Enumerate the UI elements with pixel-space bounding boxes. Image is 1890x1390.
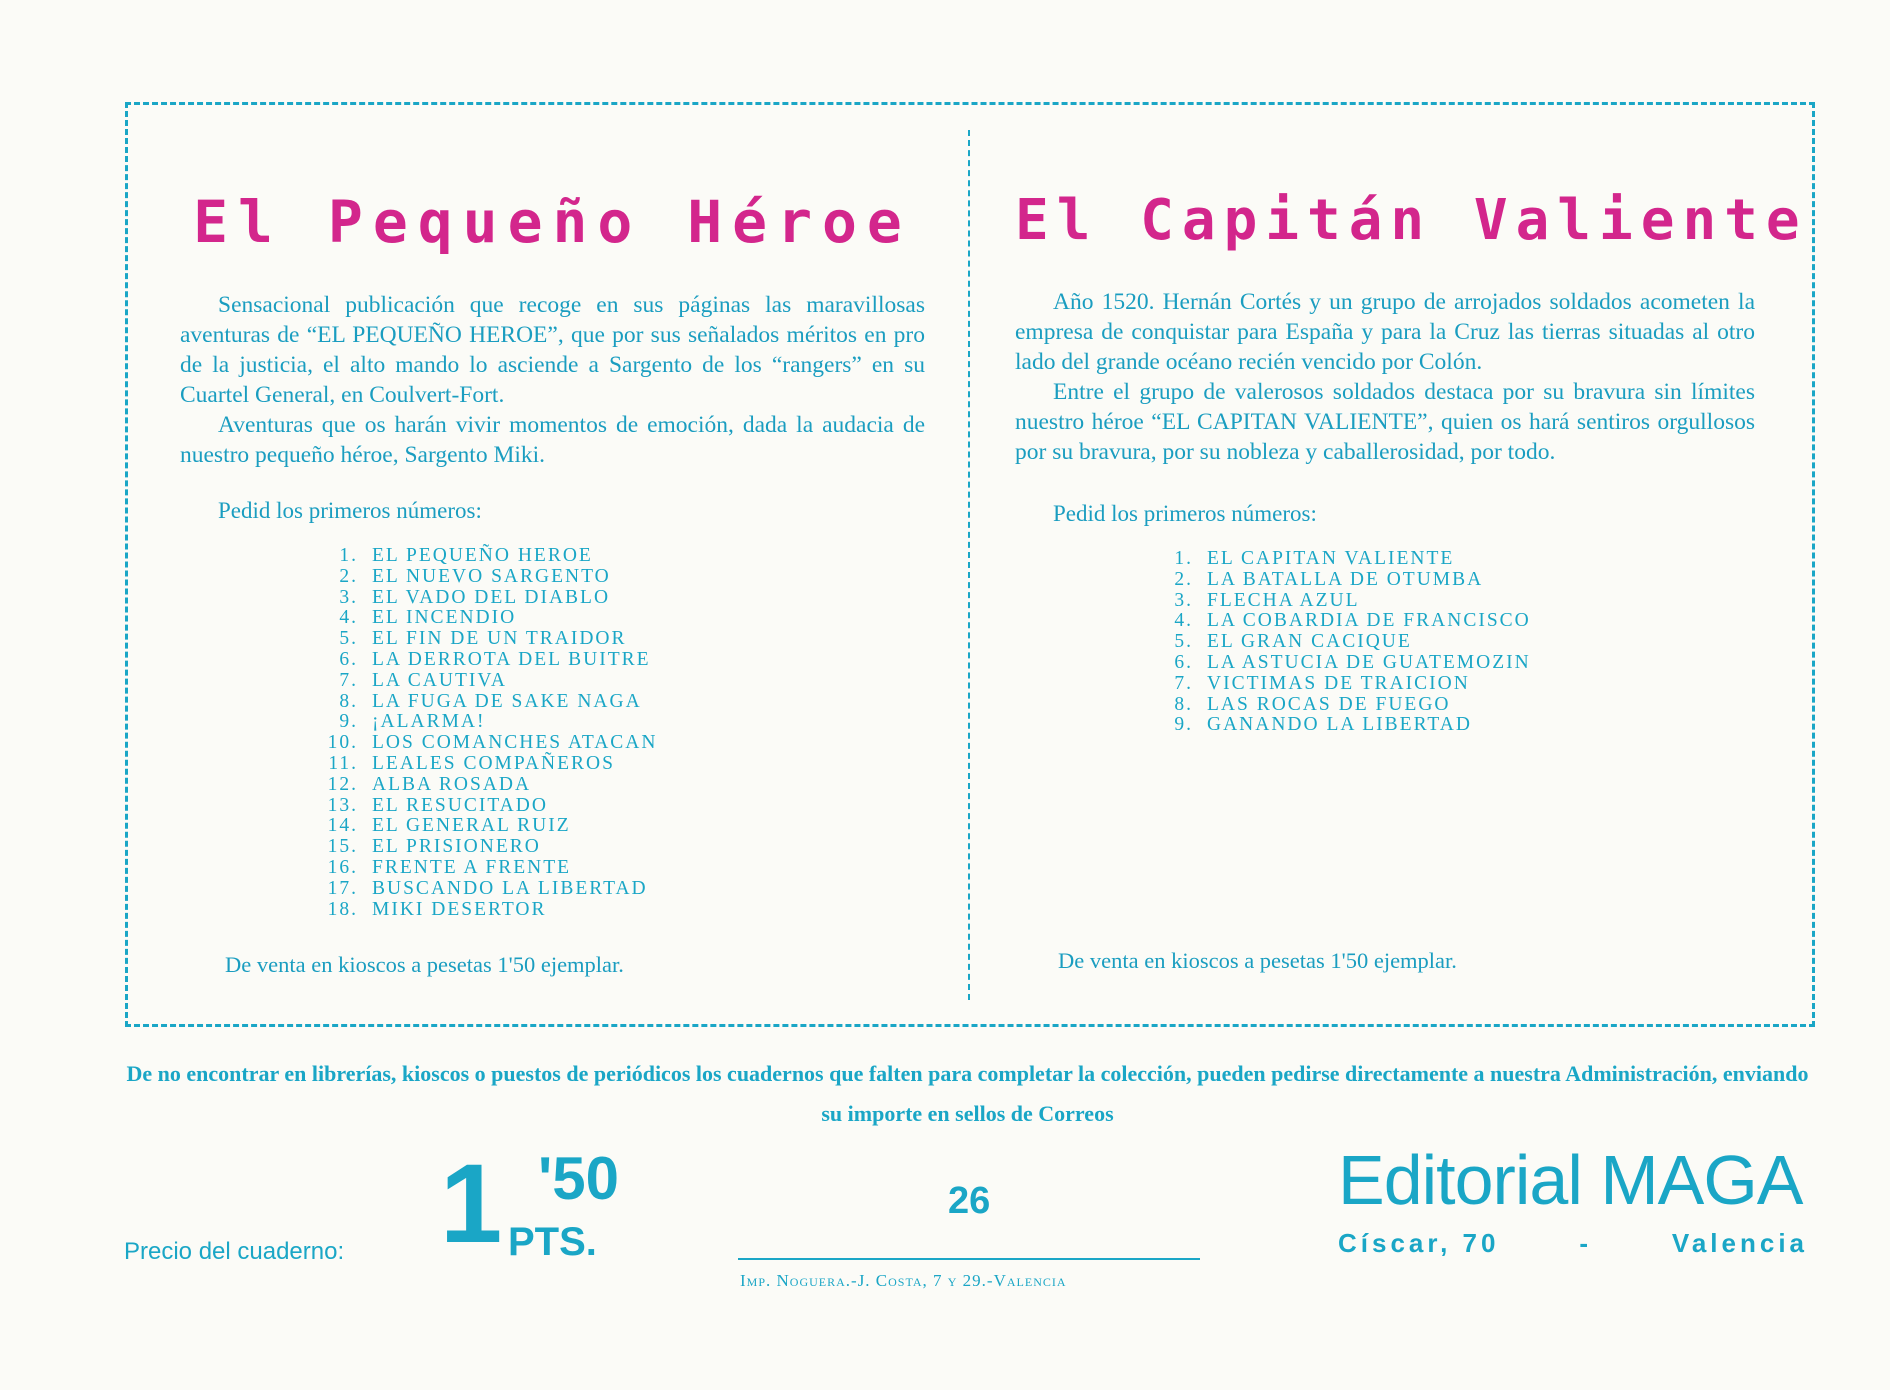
title-text: EL GRAN CACIQUE	[1207, 631, 1412, 653]
title-number: 7.	[1174, 672, 1193, 694]
left-description-1: Sensacional publicación que recoge en sus páginas las maravillosas aventuras de “EL PEQUEÑO HEROE”, que por sus señalados méritos en pro de la justicia, el alto mando lo asciende a Sargento de los “rangers” en su Cuartel General, en Coulvert-Fort.	[180, 292, 925, 408]
title-list-item	[310, 775, 925, 796]
title-list-item	[1145, 611, 1755, 632]
right-order-label: Pedid los primeros números:	[1053, 501, 1317, 526]
title-list-item	[310, 650, 925, 671]
title-text: LA COBARDIA DE FRANCISCO	[1207, 610, 1531, 632]
title-number: 12.	[327, 773, 358, 795]
title-list-item	[1145, 653, 1755, 674]
title-number: 10.	[327, 732, 358, 754]
title-text: EL RESUCITADO	[372, 794, 548, 816]
title-list-item	[310, 837, 925, 858]
title-number: 7.	[339, 669, 358, 691]
title-list-item	[310, 879, 925, 900]
title-text: LAS ROCAS DE FUEGO	[1207, 693, 1451, 715]
title-number: 11.	[328, 752, 358, 774]
title-text: EL FIN DE UN TRAIDOR	[372, 628, 627, 650]
title-text: LA DERROTA DEL BUITRE	[372, 648, 651, 670]
title-text: FLECHA AZUL	[1207, 589, 1360, 611]
right-advert	[1015, 160, 1808, 736]
address-separator: -	[1579, 1228, 1593, 1258]
right-description-2: Entre el grupo de valerosos soldados destaca por su bravura sin límites nuestro héroe “EL CAPITAN VALIENTE”, quien os hará sentiros orgullosos por su bravura, por su nobleza y caballerosidad, por todo.	[1015, 379, 1755, 465]
right-sale-note: De venta en kioscos a pesetas 1'50 ejemplar.	[1058, 948, 1457, 973]
title-list-item	[1145, 674, 1755, 695]
column-divider	[968, 130, 970, 1000]
title-text: VICTIMAS DE TRAICION	[1207, 672, 1470, 694]
title-text: BUSCANDO LA LIBERTAD	[372, 877, 648, 899]
right-title: El Capitán Valiente	[1015, 188, 1808, 253]
title-list-item	[310, 816, 925, 837]
order-notice: De no encontrar en librerías, kioscos o puestos de periódicos los cuadernos que falten para completar la colección, pueden pedirse directamente a nuestra Administración, enviando su importe en sellos de Correos	[126, 1061, 1809, 1126]
title-number: 13.	[327, 794, 358, 816]
title-number: 16.	[327, 856, 358, 878]
title-number: 2.	[339, 565, 358, 587]
title-number: 3.	[1174, 589, 1193, 611]
title-list-item	[310, 692, 925, 713]
title-text: EL GENERAL RUIZ	[372, 815, 571, 837]
title-list-item	[1145, 695, 1755, 716]
price-integer: 1	[440, 1141, 499, 1266]
publisher-logo: Editorial MAGA	[1338, 1141, 1803, 1219]
title-number: 6.	[1174, 651, 1193, 673]
title-number: 1.	[1174, 548, 1193, 569]
price-label: Precio del cuaderno:	[124, 1238, 345, 1265]
title-number: 15.	[327, 836, 358, 858]
title-text: EL NUEVO SARGENTO	[372, 565, 611, 587]
price-decimal: '50	[538, 1145, 620, 1212]
title-number: 8.	[339, 690, 358, 712]
title-list-item	[310, 608, 925, 629]
title-number: 9.	[1174, 714, 1193, 736]
title-number: 9.	[339, 711, 358, 733]
title-list-item	[310, 796, 925, 817]
right-description-1: Año 1520. Hernán Cortés y un grupo de arrojados soldados acometen la empresa de conquistar para España y para la Cruz las tierras situadas al otro lado del grande océano recién vencido por Colón.	[1015, 289, 1755, 375]
title-list-item	[310, 858, 925, 879]
title-list-item	[310, 733, 925, 754]
title-list-item	[310, 546, 925, 567]
title-list-item	[310, 567, 925, 588]
title-list-item	[1145, 549, 1755, 570]
title-list-item	[1145, 715, 1755, 736]
left-sale-note: De venta en kioscos a pesetas 1'50 ejemplar.	[225, 952, 624, 977]
title-list-item	[310, 754, 925, 775]
page-number: 26	[948, 1180, 991, 1222]
title-number: 17.	[327, 877, 358, 899]
title-text: LA FUGA DE SAKE NAGA	[372, 690, 642, 712]
title-text: EL PEQUEÑO HEROE	[372, 545, 593, 566]
title-text: EL INCENDIO	[372, 607, 517, 629]
publisher-address	[1338, 1228, 1808, 1259]
title-list-item	[310, 671, 925, 692]
title-text: LA ASTUCIA DE GUATEMOZIN	[1207, 651, 1531, 673]
printer-imprint: Imp. Noguera.-J. Costa, 7 y 29.-Valencia	[740, 1271, 1067, 1290]
title-number: 8.	[1174, 693, 1193, 715]
title-number: 4.	[339, 607, 358, 629]
title-number: 18.	[327, 898, 358, 920]
title-number: 1.	[339, 545, 358, 566]
left-title: El Pequeño Héroe	[193, 188, 912, 256]
title-number: 4.	[1174, 610, 1193, 632]
title-text: LOS COMANCHES ATACAN	[372, 732, 658, 754]
price-block	[440, 1141, 620, 1266]
title-number: 5.	[1174, 631, 1193, 653]
title-text: EL VADO DEL DIABLO	[372, 586, 611, 608]
publisher-city: Valencia	[1671, 1228, 1808, 1258]
title-number: 6.	[339, 648, 358, 670]
title-list-item	[310, 629, 925, 650]
title-text: FRENTE A FRENTE	[372, 856, 572, 878]
left-title-list	[310, 546, 925, 920]
title-text: LA BATALLA DE OTUMBA	[1207, 568, 1484, 590]
title-text: EL PRISIONERO	[372, 836, 541, 858]
left-description-2: Aventuras que os harán vivir momentos de emoción, dada la audacia de nuestro pequeño héroe, Sargento Miki.	[180, 412, 925, 468]
left-order-label: Pedid los primeros números:	[218, 498, 482, 523]
publisher-street: Císcar, 70	[1338, 1228, 1500, 1258]
title-text: LEALES COMPAÑEROS	[372, 752, 615, 774]
title-number: 14.	[327, 815, 358, 837]
title-number: 3.	[339, 586, 358, 608]
title-number: 2.	[1174, 568, 1193, 590]
title-list-item	[310, 900, 925, 921]
imprint-rule	[738, 1258, 1200, 1260]
title-text: LA CAUTIVA	[372, 669, 508, 691]
title-text: ALBA ROSADA	[372, 773, 532, 795]
title-text: MIKI DESERTOR	[372, 898, 547, 920]
price-currency: PTS.	[508, 1220, 597, 1264]
title-list-item	[310, 712, 925, 733]
title-text: GANANDO LA LIBERTAD	[1207, 714, 1472, 736]
title-text: ¡ALARMA!	[372, 711, 486, 733]
title-number: 5.	[339, 628, 358, 650]
right-title-list	[1145, 549, 1755, 736]
title-list-item	[1145, 570, 1755, 591]
left-advert	[180, 160, 925, 920]
title-list-item	[1145, 632, 1755, 653]
title-list-item	[1145, 591, 1755, 612]
title-text: EL CAPITAN VALIENTE	[1207, 548, 1455, 569]
title-list-item	[310, 588, 925, 609]
